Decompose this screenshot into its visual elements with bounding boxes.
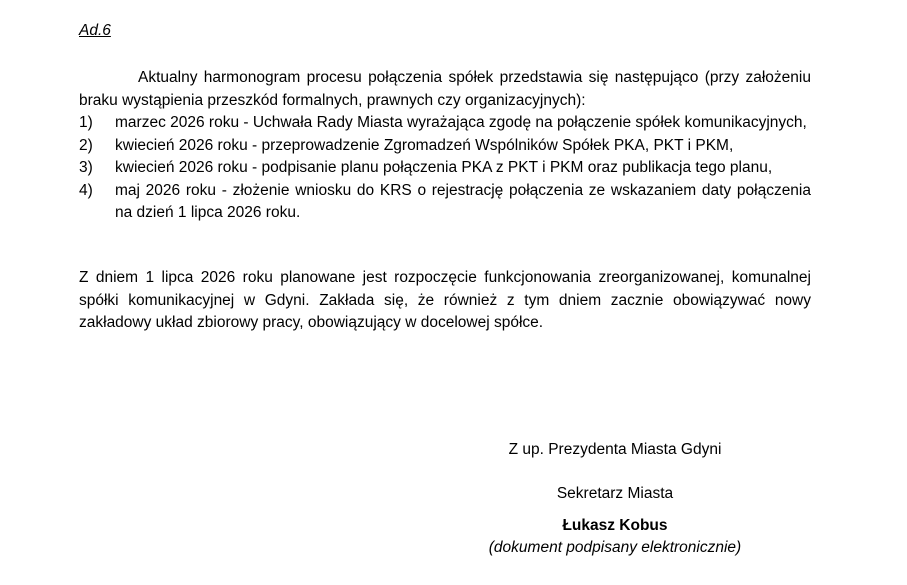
- signature-note: (dokument podpisany elektronicznie): [488, 539, 742, 556]
- list-item-text: marzec 2026 roku - Uchwała Rady Miasta wyrażająca zgodę na połączenie spółek komunikacyjnych,: [115, 114, 807, 131]
- list-item-text: kwiecień 2026 roku - podpisanie planu połączenia PKA z PKT i PKM oraz publikacja tego planu,: [115, 159, 773, 176]
- section-heading: Ad.6: [79, 22, 111, 39]
- list-item-number: 4): [79, 181, 93, 199]
- list-item: [79, 112, 811, 135]
- list-item: [79, 157, 811, 180]
- list-item-text: maj 2026 roku - złożenie wniosku do KRS o rejestrację połączenia ze wskazaniem daty połączenia na dzień 1 lipca 2026 roku.: [115, 181, 811, 221]
- list-item: [79, 135, 811, 158]
- list-item-number: 3): [79, 159, 93, 176]
- list-item-number: 2): [79, 136, 93, 154]
- signature-on-behalf: Z up. Prezydenta Miasta Gdyni: [508, 441, 722, 458]
- signature-name: Łukasz Kobus: [562, 517, 668, 534]
- schedule-list: [79, 112, 811, 225]
- list-item-text: kwiecień 2026 roku - przeprowadzenie Zgromadzeń Wspólników Spółek PKA, PKT i PKM,: [115, 136, 734, 154]
- closing-paragraph: Z dniem 1 lipca 2026 roku planowane jest rozpoczęcie funkcjonowania zreorganizowanej, komunalnej spółki komunikacyjnej w Gdyni. Zakłada się, że również z tym dniem zacznie obowiązywać nowy zakładowy układ zbiorowy pracy, obowiązujący w docelowej spółce.: [79, 269, 811, 331]
- list-item: [79, 180, 811, 225]
- list-item-number: 1): [79, 114, 93, 131]
- intro-paragraph: Aktualny harmonogram procesu połączenia spółek przedstawia się następująco (przy założeniu braku wystąpienia przeszkód formalnych, prawnych czy organizacyjnych):: [79, 69, 811, 109]
- signature-position: Sekretarz Miasta: [556, 485, 674, 502]
